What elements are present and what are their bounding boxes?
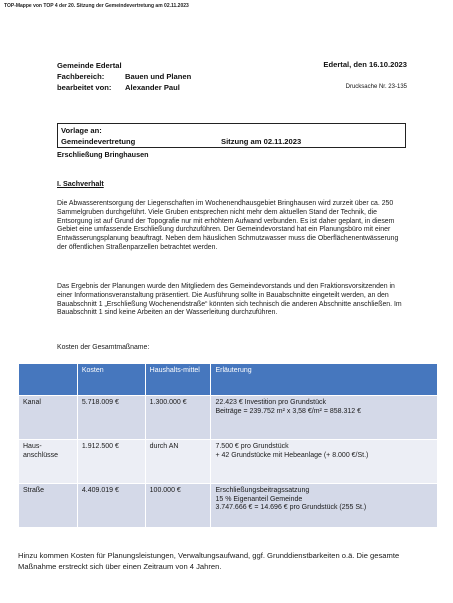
document-subject: Erschließung Bringhausen — [57, 150, 149, 159]
paragraph: Das Ergebnis der Planungen wurde den Mitgliedern des Gemeindevorstands und den Fraktionsvorsitzenden in einer Informationsveranstaltung präsentiert. Die Ausführung sollte in Bauabschnitte eingeteilt werden, an den Bauabschnitt 1 „Erschließung Wochenendstraße“ könnten sich technisch die anderen Abschnitte anschließen. Im Bauabschnitt 1 sind keine Arbeiten an der Wasserleitung durchzuführen. — [57, 283, 402, 317]
row-erlaeuterung — [211, 484, 438, 528]
erlaeuterung-line: 7.500 € pro Grundstück — [215, 443, 289, 450]
table-row — [19, 440, 438, 484]
row-name: Haus-anschlüsse — [19, 440, 78, 484]
organization-name: Gemeinde Edertal — [57, 61, 122, 70]
cost-table-caption: Kosten der Gesamtmaßname: — [57, 344, 150, 351]
row-kosten: 4.409.019 € — [77, 484, 145, 528]
section-heading: I. Sachverhalt — [57, 179, 104, 188]
document-top-bar: TOP-Mappe von TOP 4 der 20. Sitzung der Gemeindevertretung am 02.11.2023 — [4, 3, 189, 9]
column-header: Kosten — [77, 364, 145, 396]
letter-header — [57, 60, 407, 93]
bearbeitet-value: Alexander Paul — [125, 83, 180, 92]
erlaeuterung-line: 3.747.666 € = 14.696 € pro Grundstück (255 St.) — [215, 504, 367, 511]
row-erlaeuterung — [211, 440, 438, 484]
erlaeuterung-line: Erschließungsbeitragssatzung — [215, 487, 310, 494]
vorlage-box — [57, 123, 406, 148]
vorlage-sitzung: Sitzung am 02.11.2023 — [221, 137, 302, 146]
bearbeitet-label: bearbeitet von: — [57, 83, 112, 92]
row-name: Straße — [19, 484, 78, 528]
row-mittel: 1.300.000 € — [145, 396, 211, 440]
row-erlaeuterung — [211, 396, 438, 440]
row-mittel: 100.000 € — [145, 484, 211, 528]
row-mittel: durch AN — [145, 440, 211, 484]
erlaeuterung-line: 22.423 € Investition pro Grundstück — [215, 399, 326, 406]
erlaeuterung-line: 15 % Eigenanteil Gemeinde — [215, 495, 303, 503]
fachbereich-label: Fachbereich: — [57, 72, 105, 81]
fachbereich-value: Bauen und Planen — [125, 72, 192, 81]
table-header-row — [19, 364, 438, 396]
table-row — [19, 396, 438, 440]
cost-table — [18, 363, 438, 528]
vorlage-gremium: Gemeindevertretung — [61, 137, 136, 146]
row-name: Kanal — [19, 396, 78, 440]
vorlage-label: Vorlage an: — [61, 126, 102, 135]
column-header — [19, 364, 78, 396]
erlaeuterung-line: Beiträge = 239.752 m² x 3,58 €/m² = 858.312 € — [215, 407, 362, 415]
table-row — [19, 484, 438, 528]
closing-paragraph: Hinzu kommen Kosten für Planungsleistungen, Verwaltungsaufwand, ggf. Grunddienstbarkeiten o.ä. Die gesamte Maßnahme erstreckt sich über einen Zeitraum von 4 Jahren. — [18, 551, 400, 571]
document-date: Edertal, den 16.10.2023 — [323, 60, 407, 69]
erlaeuterung-line: + 42 Grundstücke mit Hebeanlage (+ 8.000 €/St.) — [215, 451, 369, 459]
drucksache-number: Drucksache Nr. 23-135 — [345, 84, 407, 90]
paragraph: Die Abwasserentsorgung der Liegenschaften im Wochenendhausgebiet Bringhausen wird zurzeit über ca. 250 Sammelgruben durchgeführt. Viele Gruben entsprechen nicht mehr dem aktuellen Stand der Technik, die Entsorgung ist auf Grund der Topografie nur mit erhöhtem Aufwand verbunden. Es ist daher geplant, in diesem Gebiet eine umfassende Erschließung durchzuführen. Der Gemeindevorstand hat ein Planungsbüro mit einer Entwässerungsplanung beauftragt. Neben dem häuslichen Schmutzwasser muss die Oberflächenentwässerung der öffentlichen Straßenparzellen betrachtet werden. — [57, 200, 399, 251]
row-kosten: 1.912.500 € — [77, 440, 145, 484]
row-kosten: 5.718.009 € — [77, 396, 145, 440]
column-header: Erläuterung — [211, 364, 438, 396]
column-header: Haushalts-mittel — [145, 364, 211, 396]
